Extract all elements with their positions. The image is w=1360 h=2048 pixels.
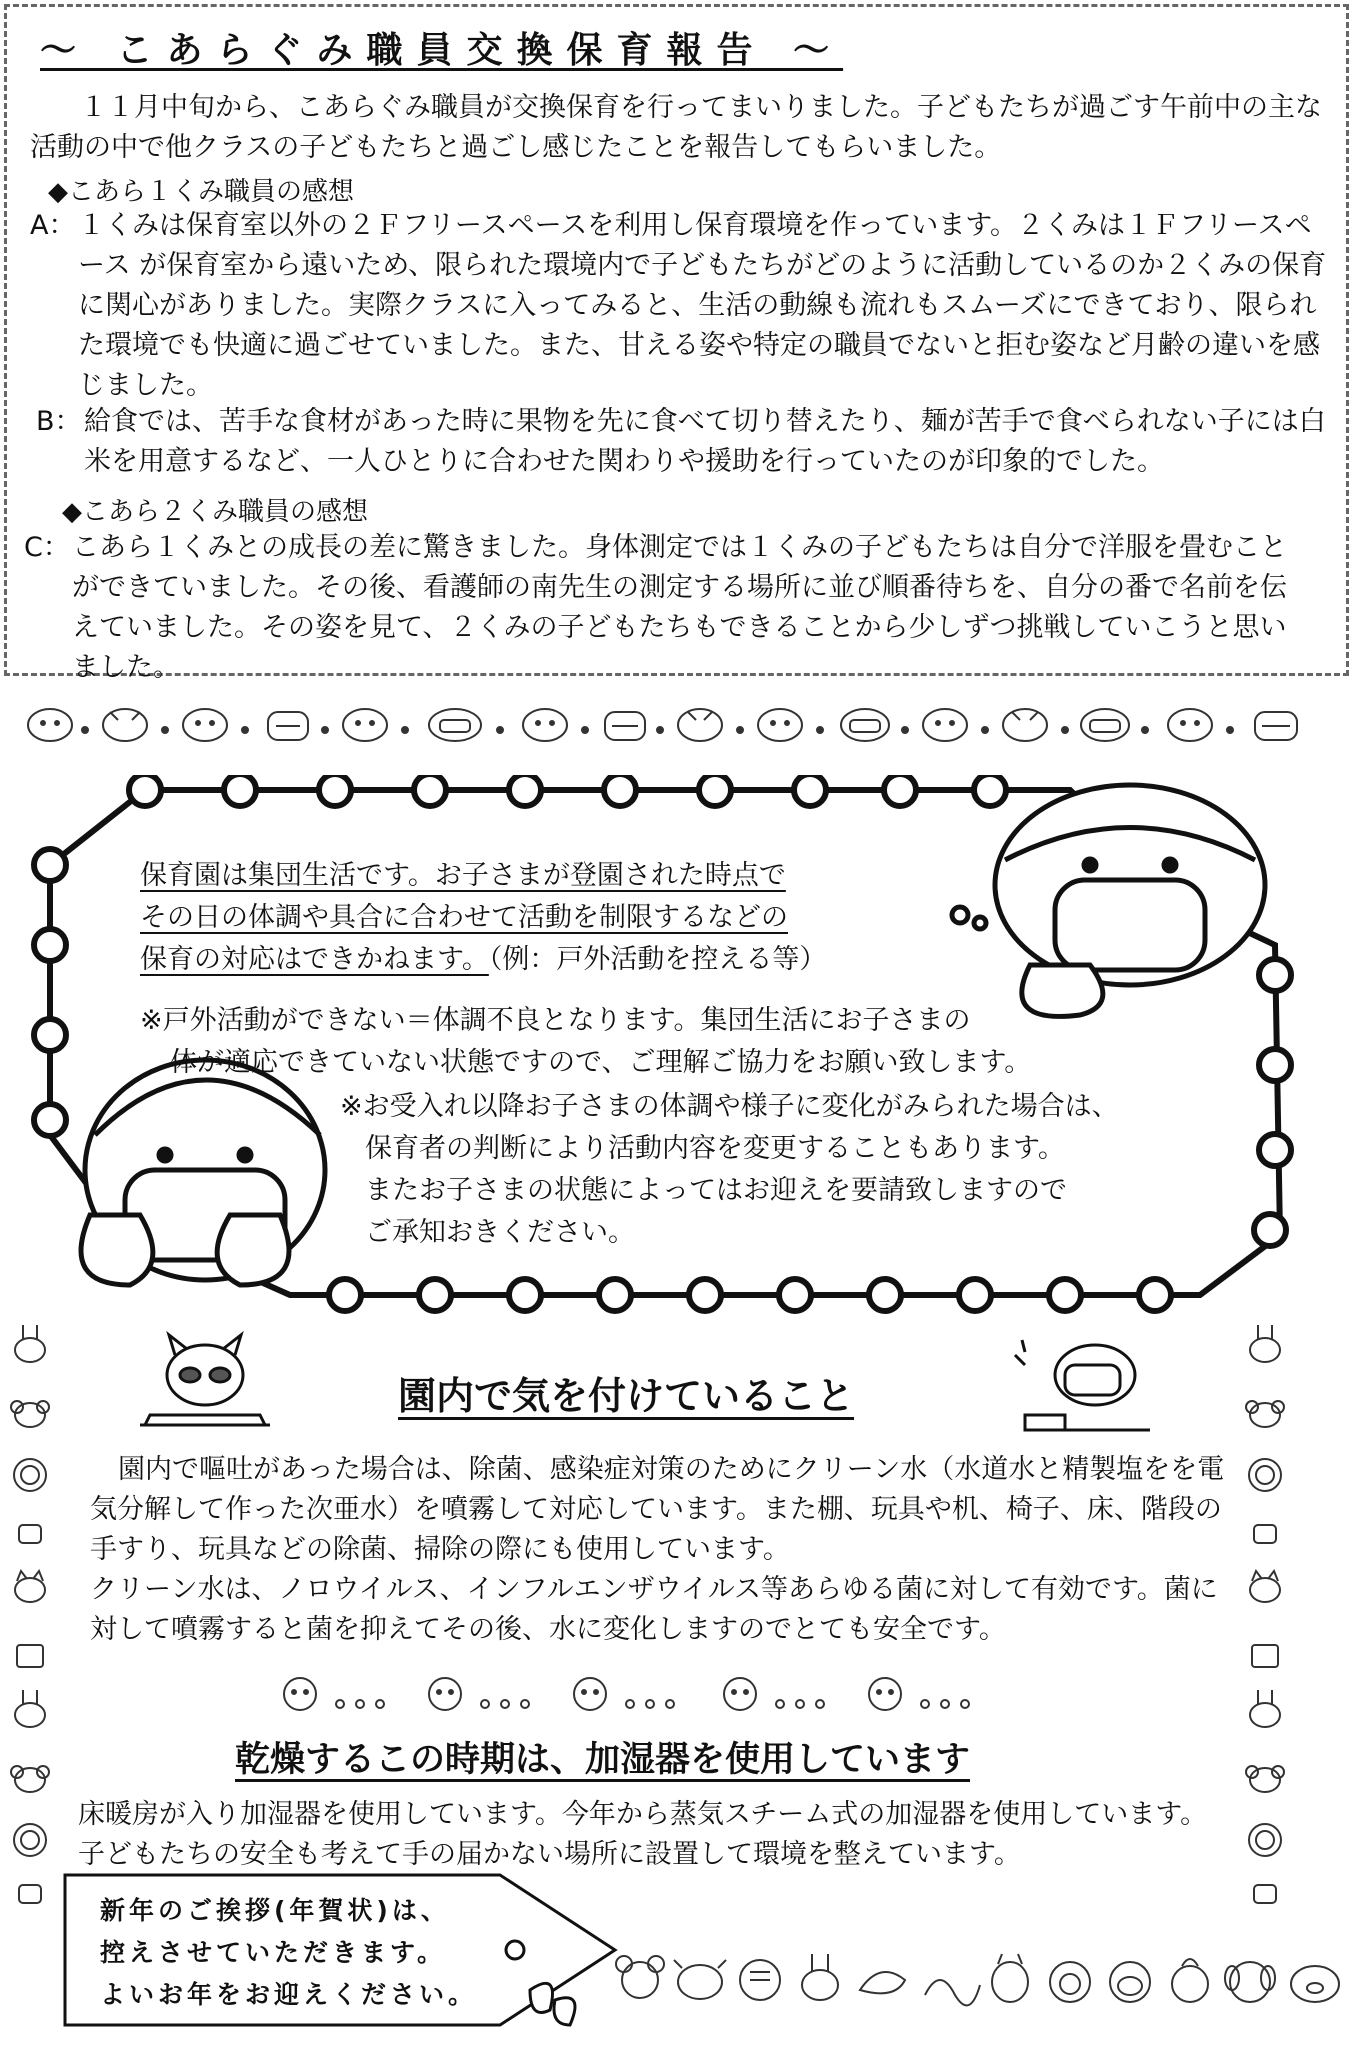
kid-face-icon [284,1678,316,1710]
cat-icon [1250,1571,1280,1602]
answer-b-text: 給食では、苦手な食材があった時に果物を先に食べて切り替えたり、麺が苦手で食べられない子には白米を用意するなど、一人ひとりに合わせた関わりや援助を行っていたのが印象的でした。 [84,406,1326,477]
masked-child-left-icon [81,1060,325,1285]
animal-face-icon [103,709,147,741]
leaf-icon [530,1983,575,2025]
cat-icon [15,1571,45,1602]
animal-face-icon [28,709,72,741]
rooster-icon [1172,1959,1208,2002]
child-washing-icon [1010,1335,1160,1445]
greeting-line3: よいお年をお迎えください。 [100,1980,478,2009]
animal-face-icon [1081,709,1129,741]
koala-icon [11,1401,49,1427]
monkey-icon [1110,1962,1150,2002]
greeting-line1: 新年のご挨拶(年賀状)は、 [100,1896,450,1925]
answer-c [24,528,1312,688]
cup-icon [19,1885,41,1903]
animal-face-icon [758,709,802,741]
rabbit-icon [802,1954,838,2000]
humid-paragraph: 床暖房が入り加湿器を使用しています。今年から蒸気スチーム式の加湿器を使用しています。子どもたちの安全も考えて手の届かない場所に設置して環境を整えています。 [78,1799,1208,1870]
notice-line7: 保育者の判断により活動内容を変更することもあります。 [365,1133,1065,1164]
section1-heading: ◆こあら１くみ職員の感想 [48,177,354,207]
answer-c-label: C： [24,532,70,563]
lion-icon [1249,1824,1281,1856]
animal-face-icon [523,709,567,741]
animal-face-icon [1255,712,1297,740]
masked-child-right-icon [952,785,1265,1016]
notice-line2: その日の体調や具合に合わせて活動を制限するなどの [140,902,788,933]
greeting-text [100,1890,477,2016]
cup-icon [1254,1885,1276,1903]
notice-line3: 保育の対応はできかねます。 [140,944,489,975]
animal-face-icon [1003,709,1047,741]
rabbit-icon [15,1690,45,1727]
raccoon-washing-icon [135,1330,275,1435]
tiger-icon [740,1960,780,2000]
report-intro: １１月中旬から、こあらぐみ職員が交換保育を行ってまいりました。子どもたちが過ごす午前中の主な活動の中で他クラスの子どもたちと過ごし感じたことを報告してもらいました。 [30,92,1322,163]
answer-a-label: A： [30,210,76,241]
notice-line4: ※戸外活動ができない＝体調不良となります。集団生活にお子さまの [140,1005,971,1036]
dog-icon [1225,1962,1275,2002]
animal-face-icon [183,709,227,741]
notice-text [140,855,826,981]
pillow-icon [1252,1645,1278,1667]
notice-line6: ※お受入れ以降お子さまの体調や様子に変化がみられた場合は、 [340,1091,1119,1122]
notice-line9: ご承知おきください。 [365,1217,635,1248]
ox-icon [674,1960,726,1999]
sheep-icon [1050,1962,1090,2002]
lion-icon [1249,1459,1281,1491]
report-title: ～ こあらぐみ職員交換保育報告 ～ [40,30,844,71]
animal-face-icon [923,709,967,741]
rabbit-icon [1250,1690,1280,1727]
kid-face-icon [574,1678,606,1710]
left-animal-column [5,1315,55,1915]
rabbit-icon [15,1325,45,1362]
animal-face-icon [268,712,308,740]
notice-line3-example: （例：戸外活動を控える等） [488,944,827,975]
rabbit-icon [1250,1325,1280,1362]
notice-line5: 体が適応できていない状態ですので、ご理解ご協力をお願い致します。 [170,1047,1032,1078]
cup-icon [19,1525,41,1543]
answer-a-text: １くみは保育室以外の２Ｆフリースペースを利用し保育環境を作っています。２くみは１Ｆフリースペース が保育室から遠いため、限られた環境内で子どもたちがどのように活動しているのか２くみの保育に関心がありました。実際クラスに入ってみると、生活の動線も流れもスムーズにできており、限られた環境でも快適に過ごせていました。また、甘える姿や特定の職員でないと拒む姿など月齢の違いを感じました。 [78,210,1327,401]
koala-icon [11,1766,49,1792]
kid-face-icon [724,1678,756,1710]
boar-icon [1291,1966,1339,2002]
kids-divider [270,1672,1010,1720]
cup-icon [1254,1525,1276,1543]
lion-icon [14,1459,46,1491]
animal-face-icon [429,709,481,741]
horse-icon [992,1954,1028,2002]
koala-icon [1246,1766,1284,1792]
care-heading: 園内で気を付けていること [398,1374,855,1418]
answer-b [36,402,1334,482]
care-paragraph-2: クリーン水は、ノロウイルス、インフルエンザウイルス等あらゆる菌に対して有効です。菌に対して噴霧すると菌を抑えてその後、水に変化しますのでとても安全です。 [90,1574,1218,1645]
zodiac-animals-row [610,1950,1350,2010]
pillow-icon [17,1645,43,1667]
notice-line8: またお子さまの状態によってはお迎えを要請致しますので [365,1175,1067,1206]
snake-icon [925,1980,980,2005]
animal-divider [0,700,1360,750]
right-animal-column [1240,1315,1290,1915]
answer-c-text: こあら１くみとの成長の差に驚きました。身体測定では１くみの子どもたちは自分で洋服を畳むことができていました。その後、看護師の南先生の測定する場所に並び順番待ちを、自分の番で名前を伝えていました。その姿を見て、２くみの子どもたちもできることから少しずつ挑戦していこうと思いました。 [72,532,1287,683]
dragon-icon [860,1972,905,1993]
answer-b-label: B： [36,406,82,437]
care-paragraph-1: 園内で嘔吐があった場合は、除菌、感染症対策のためにクリーン水（水道水と精製塩をを電気分解して作った次亜水）を噴霧して対応しています。また棚、玩具や机、椅子、床、階段の手すり、玩具などの除菌、掃除の際にも使用しています。 [90,1454,1225,1565]
greeting-line2: 控えさせていただきます。 [100,1938,447,1967]
lion-icon [14,1824,46,1856]
humid-heading: 乾燥するこの時期は、加湿器を使用しています [235,1740,971,1780]
animal-face-icon [343,709,387,741]
notice-line1: 保育園は集団生活です。お子さまが登園された時点で [140,860,786,891]
kid-face-icon [869,1678,901,1710]
kid-face-icon [429,1678,461,1710]
animal-face-icon [1168,709,1212,741]
answer-a [30,206,1338,406]
mouse-icon [616,1956,664,1998]
animal-face-icon [841,709,889,741]
animal-face-icon [678,709,722,741]
koala-icon [1246,1401,1284,1427]
section2-heading: ◆こあら２くみ職員の感想 [62,497,368,527]
animal-face-icon [605,712,645,740]
